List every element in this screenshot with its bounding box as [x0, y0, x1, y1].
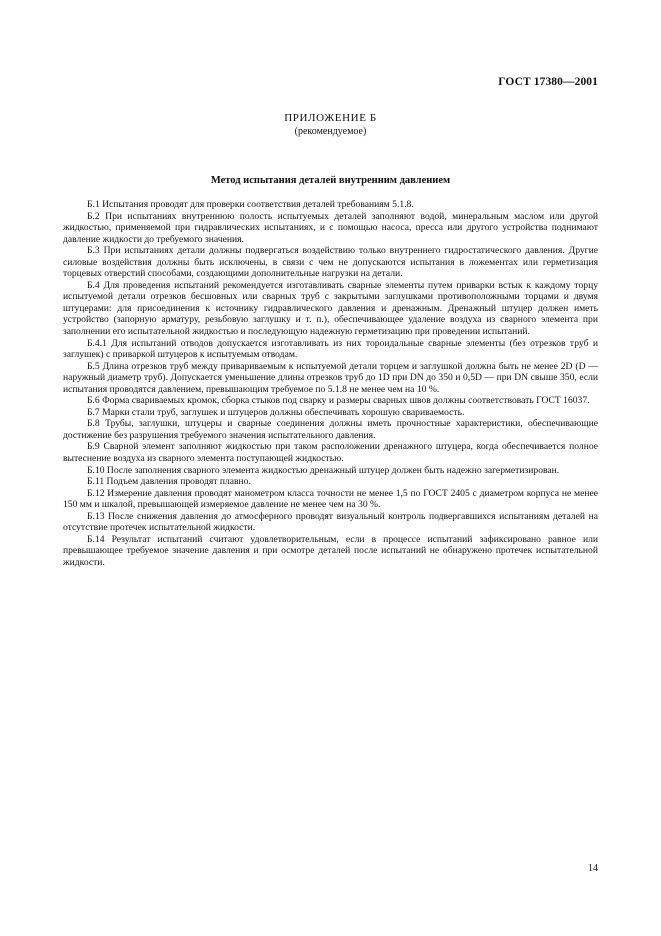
paragraph-b5: Б.5 Длина отрезков труб между привариваемым к испытуемой детали торцем и заглушкой должна быть не менее 2D (D — наружный диаметр труб). Допускается уменьшение длины отрезков труб до 1D при DN до 350 и 0,5D — при DN свыше 350, если испытания проводятся давлением, превышающим требуемое по 5.1.8 не менее чем на 10 %.	[63, 360, 598, 395]
appendix-title: ПРИЛОЖЕНИЕ Б	[284, 112, 377, 124]
paragraph-b7: Б.7 Марки стали труб, заглушек и штуцеров должны обеспечивать хорошую свариваемость.	[87, 406, 465, 418]
section-title: Метод испытания деталей внутренним давлением	[210, 175, 451, 186]
paragraph-b12: Б.12 Измерение давления проводят манометром класса точности не менее 1,5 по ГОСТ 2405 с диаметром корпуса не менее 150 мм и шкалой, превышающей измеряемое давление не менее чем на 30 %.	[63, 487, 598, 511]
paragraph-b2: Б.2 При испытаниях внутреннюю полость испытуемых деталей заполняют водой, минеральным маслом или другой жидкостью, применяемой при гидравлических испытаниях, и с помощью насоса, пресса или другого устройства поднимают давление жидкости до требуемого значения.	[63, 210, 598, 245]
appendix-subtitle: (рекомендуемое)	[294, 126, 367, 137]
paragraph-b8: Б.8 Трубы, заглушки, штуцеры и сварные соединения должны иметь прочностные характеристики, обеспечивающие достижение без разрушения требуемого значения испытательного давления.	[63, 418, 598, 441]
paragraph-b10: Б.10 После заполнения сварного элемента жидкостью дренажный штуцер должен быть надежно загерметизирован.	[87, 464, 560, 476]
paragraph-b4: Б.4 Для проведения испытаний рекомендуется изготавливать сварные элементы путем приварки встык к каждому торцу испытуемой детали отрезков бесшовных или сварных труб с закрытыми заглушками противоположными торцами и двумя штуцерами: для присоединения к источнику гидравлического давления и дренажным. Дренажный штуцер должен иметь устройство (запорную арматуру, резьбовую заглушку и т. п.), обеспечивающее удаление воздуха из сварного элемента при заполнении его испытательной жидкостью и последующую надежную герметизацию при проведении испытаний.	[63, 279, 598, 338]
paragraph-b14: Б.14 Результат испытаний считают удовлетворительным, если в процессе испытаний зафиксировано равное или превышающее требуемое значение давления и при осмотре деталей после испытаний не обнаружено протечек испытательной жидкости.	[63, 533, 598, 568]
paragraph-b3: Б.3 При испытаниях детали должны подвергаться воздействию только внутреннего гидростатического давления. Другие силовые воздействия должны быть исключены, в связи с чем не допускаются испытания в ложементах или герметизация торцевых отверстий способами, создающими дополнительные нагрузки на детали.	[63, 245, 598, 280]
paragraph-b1: Б.1 Испытания проводят для проверки соответствия деталей требованиям 5.1.8.	[87, 199, 414, 210]
page-number: 14	[588, 863, 598, 874]
paragraph-b9: Б.9 Сварной элемент заполняют жидкостью при таком расположении дренажного штуцера, когда обеспечивается полное вытеснение воздуха из сварного элемента поступающей жидкостью.	[63, 441, 598, 465]
paragraph-b13: Б.13 После снижения давления до атмосферного проводят визуальный контроль подвергавшихся испытаниям деталей на отсутствие протечек испытательной жидкости.	[63, 510, 598, 534]
paragraph-b11: Б.11 Подъем давления проводят плавно.	[87, 476, 251, 488]
body-text	[63, 199, 598, 569]
paragraph-b6: Б.6 Форма свариваемых кромок, сборка стыков под сварку и размеры сварных швов должны соответствовать ГОСТ 16037.	[87, 395, 590, 407]
paragraph-b4-1: Б.4.1 Для испытаний отводов допускается изготавливать из них тороидальные сварные элементы (без отрезков труб и заглушек) с приваркой штуцеров к испытуемым отводам.	[63, 337, 598, 361]
document-code-header: ГОСТ 17380—2001	[498, 76, 598, 88]
